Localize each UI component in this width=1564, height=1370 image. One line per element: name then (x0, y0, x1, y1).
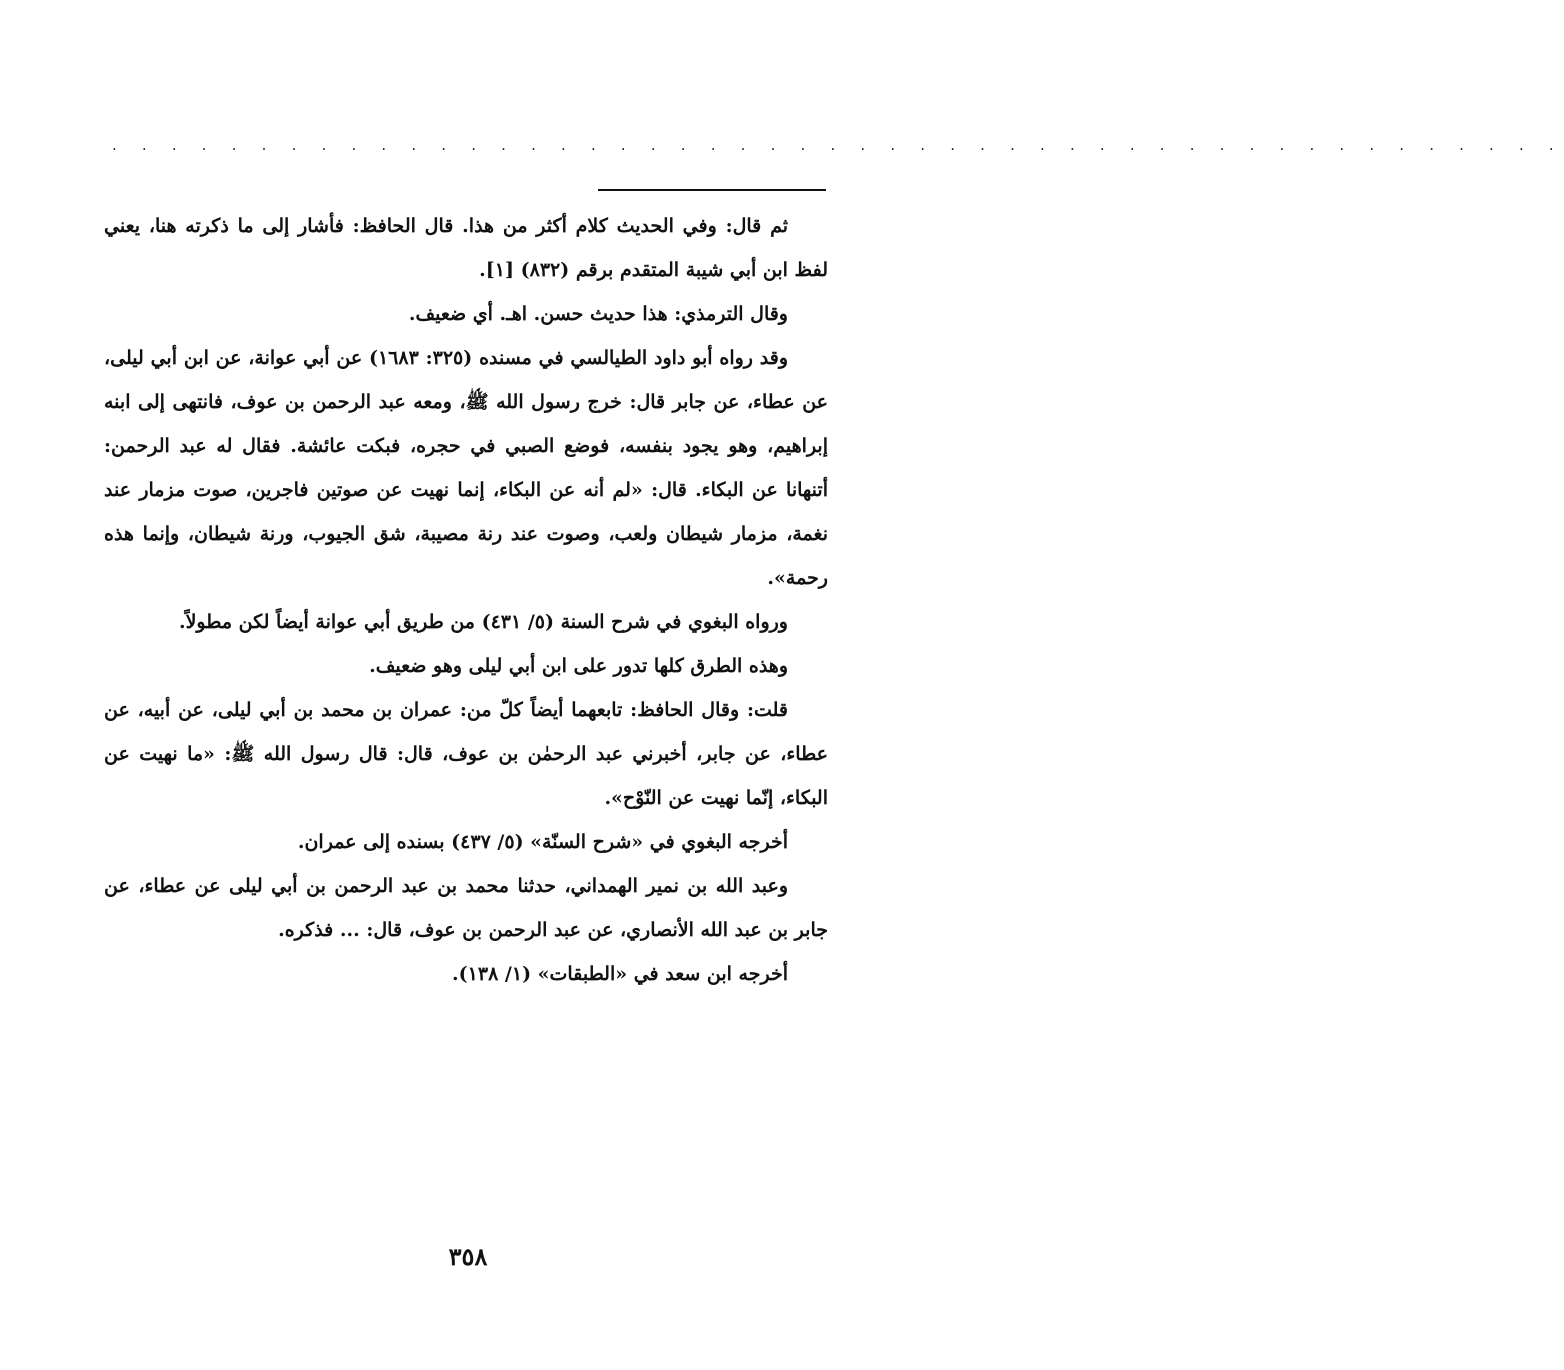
page-number: ٣٥٨ (448, 1242, 488, 1271)
paragraph-3: وقد رواه أبو داود الطيالسي في مسنده (٣٢٥: ١٦٨٣) عن أبي عوانة، عن ابن أبي ليلى، عن عطاء، عن جابر قال: خرج رسول الله ﷺ، ومعه عبد الرحمن بن عوف، فانتهى إلى ابنه إبراهيم، وهو يجود بنفسه، فوضع الصبي في حجره، فبكت عائشة. فقال له عبد الرحمن: أتنهانا عن البكاء. قال: «لم أنه عن البكاء، إنما نهيت عن صوتين فاجرين، صوت مزمار عند نغمة، مزمار شيطان ولعب، وصوت عند رنة مصيبة، شق الجيوب، ورنة شيطان، وإنما هذه رحمة». (104, 347, 828, 589)
paragraph-4: ورواه البغوي في شرح السنة (٥/ ٤٣١) من طريق أبي عوانة أيضاً لكن مطولاً. (178, 611, 788, 633)
paragraph-1: ثم قال: وفي الحديث كلام أكثر من هذا. قال الحافظ: فأشار إلى ما ذكرته هنا، يعني لفظ ابن أبي شيبة المتقدم برقم (٨٣٢) [١]. (104, 215, 828, 281)
paragraph-2: وقال الترمذي: هذا حديث حسن. اهـ. أي ضعيف. (408, 303, 788, 325)
footnote-text (104, 204, 828, 996)
dotted-separator: . . . . . . . . . . . . . . . . . . . . . . . . . . . . . . . . . . . . . . . . . . . . . . . . . (112, 136, 1564, 154)
paragraph-6: قلت: وقال الحافظ: تابعهما أيضاً كلّ من: عمران بن محمد بن أبي ليلى، عن أبيه، عن عطاء، عن جابر، أخبرني عبد الرحمٰن بن عوف، قال: قال رسول الله ﷺ: «ما نهيت عن البكاء، إنّما نهيت عن النّوْح». (104, 699, 828, 809)
paragraph-8: وعبد الله بن نمير الهمداني، حدثنا محمد بن عبد الرحمن بن أبي ليلى عن عطاء، عن جابر بن عبد الله الأنصاري، عن عبد الرحمن بن عوف، قال: ... فذكره. (104, 875, 828, 941)
paragraph-9: أخرجه ابن سعد في «الطبقات» (١/ ١٣٨). (452, 963, 788, 985)
footnote-rule (598, 189, 826, 191)
paragraph-7: أخرجه البغوي في «شرح السنّة» (٥/ ٤٣٧) بسنده إلى عمران. (297, 831, 788, 853)
paragraph-5: وهذه الطرق كلها تدور على ابن أبي ليلى وهو ضعيف. (369, 655, 788, 677)
